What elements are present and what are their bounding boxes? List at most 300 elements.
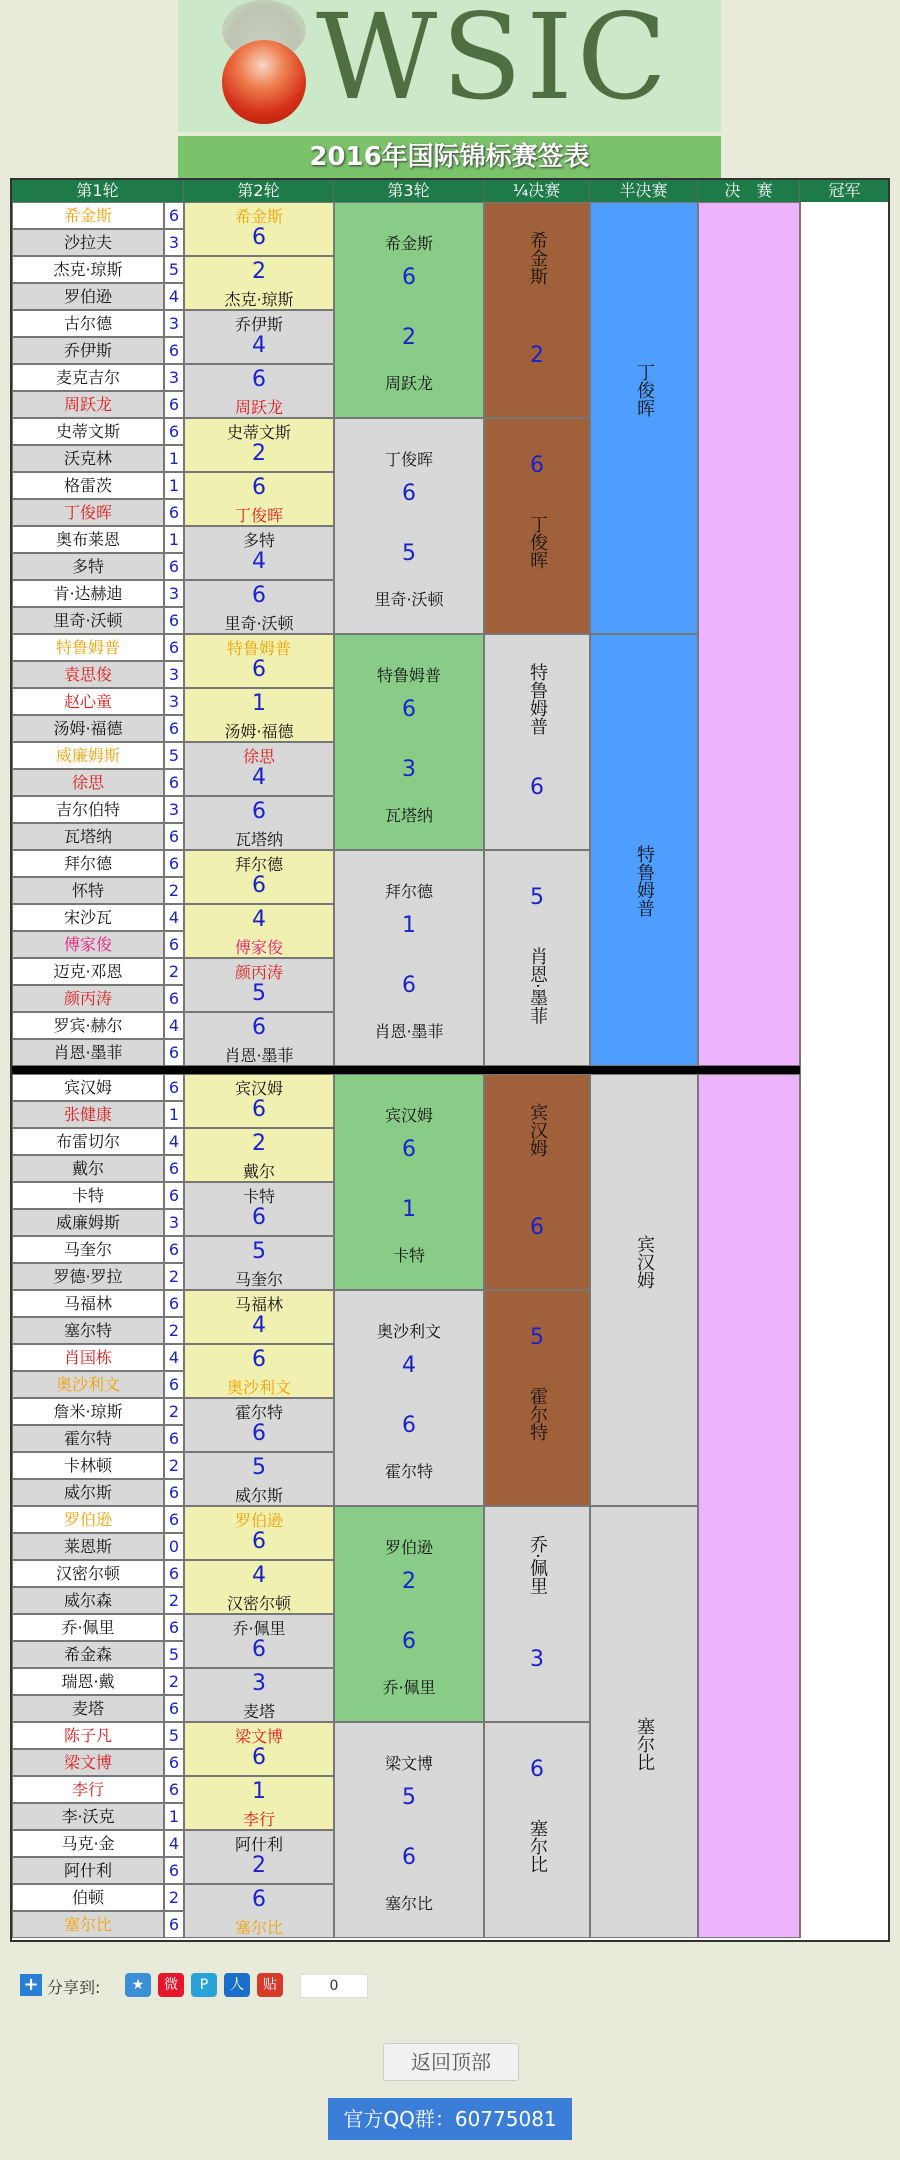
round3-top-score: 4 <box>402 1353 416 1378</box>
quarterfinal-score: 3 <box>530 1647 544 1672</box>
round2-top-player: 梁文博 <box>234 1727 283 1746</box>
qzone-icon[interactable]: ★ <box>125 1973 151 1997</box>
round1-player-score: 5 <box>164 1641 184 1668</box>
quarterfinal-slot <box>484 202 590 418</box>
round1-player-score: 6 <box>164 499 184 526</box>
round2-top-score: 6 <box>252 1637 266 1662</box>
round2-bottom-score: 6 <box>252 1887 266 1912</box>
round1-player-name: 塞尔比 <box>12 1911 164 1938</box>
round3-bottom-player: 瓦塔纳 <box>384 806 433 825</box>
round2-slot-bottom <box>184 580 334 634</box>
share-count: 0 <box>300 1974 368 1998</box>
round1-player-name: 多特 <box>12 553 164 580</box>
quarterfinal-player: 肖恩·墨菲 <box>527 947 548 1025</box>
round1-player-name: 汉密尔顿 <box>12 1560 164 1587</box>
round2-top-player: 罗伯逊 <box>234 1511 283 1530</box>
round1-player-score: 6 <box>164 850 184 877</box>
round1-player-score: 6 <box>164 1695 184 1722</box>
page-title: 2016年国际锦标赛签表 <box>178 136 721 178</box>
round1-player-score: 6 <box>164 337 184 364</box>
round3-bottom-player: 乔·佩里 <box>382 1678 436 1697</box>
round1-player-score: 6 <box>164 1749 184 1776</box>
round3-top-player: 丁俊晖 <box>384 450 433 469</box>
semifinal-slot <box>590 1074 698 1506</box>
round2-top-score: 2 <box>252 1853 266 1878</box>
round2-slot-top <box>184 634 334 688</box>
round3-top-score: 6 <box>402 697 416 722</box>
round2-slot-top <box>184 418 334 472</box>
round2-top-player: 特鲁姆普 <box>226 639 291 658</box>
round1-player-name: 罗伯逊 <box>12 283 164 310</box>
round2-bottom-player: 马奎尔 <box>234 1270 283 1289</box>
round1-player-score: 2 <box>164 1452 184 1479</box>
round2-top-player: 乔·佩里 <box>232 1619 286 1638</box>
round2-slot-top <box>184 742 334 796</box>
logo-text: WSIC <box>316 0 672 126</box>
round1-player-score: 3 <box>164 310 184 337</box>
quarterfinal-score: 5 <box>530 885 544 910</box>
round3-bottom-player: 霍尔特 <box>384 1462 433 1481</box>
round1-player-name: 周跃龙 <box>12 391 164 418</box>
round1-player-name: 瑞恩·戴 <box>12 1668 164 1695</box>
round3-top-player: 宾汉姆 <box>384 1106 433 1125</box>
round2-bottom-score: 6 <box>252 367 266 392</box>
round1-player-name: 伯顿 <box>12 1884 164 1911</box>
round2-slot-top <box>184 1074 334 1128</box>
round1-player-score: 6 <box>164 391 184 418</box>
round1-player-score: 1 <box>164 1803 184 1830</box>
round1-player-name: 迈克·邓恩 <box>12 958 164 985</box>
semifinal-slot <box>590 202 698 634</box>
round1-player-score: 2 <box>164 1263 184 1290</box>
round3-top-score: 1 <box>402 913 416 938</box>
round1-player-score: 4 <box>164 283 184 310</box>
round1-player-name: 威尔斯 <box>12 1479 164 1506</box>
round2-slot-bottom <box>184 688 334 742</box>
logo-ball-icon <box>222 40 306 124</box>
round2-top-player: 希金斯 <box>234 207 283 226</box>
round1-player-score: 2 <box>164 1668 184 1695</box>
round1-player-score: 6 <box>164 1425 184 1452</box>
quarterfinal-score: 6 <box>530 453 544 478</box>
quarterfinal-player: 霍尔特 <box>527 1387 548 1441</box>
round2-bottom-player: 麦塔 <box>242 1702 275 1721</box>
round2-bottom-player: 里奇·沃顿 <box>224 614 294 633</box>
round1-player-score: 5 <box>164 742 184 769</box>
round1-player-name: 瓦塔纳 <box>12 823 164 850</box>
round1-player-score: 6 <box>164 823 184 850</box>
round2-top-score: 6 <box>252 1529 266 1554</box>
round1-player-score: 6 <box>164 1506 184 1533</box>
round1-player-name: 张健康 <box>12 1101 164 1128</box>
quarterfinal-player: 希金斯 <box>527 231 548 285</box>
round3-match <box>334 1722 484 1938</box>
round1-player-name: 古尔德 <box>12 310 164 337</box>
round1-player-score: 2 <box>164 1398 184 1425</box>
quarterfinal-score: 6 <box>530 1757 544 1782</box>
round2-slot-top <box>184 958 334 1012</box>
qq-group-banner: 官方QQ群：60775081 <box>328 2098 572 2140</box>
round1-player-name: 卡林顿 <box>12 1452 164 1479</box>
round2-slot-bottom <box>184 1344 334 1398</box>
round2-bottom-player: 塞尔比 <box>234 1918 283 1937</box>
round2-bottom-score: 5 <box>252 1455 266 1480</box>
round2-top-player: 马福林 <box>234 1295 283 1314</box>
round1-player-score: 6 <box>164 1074 184 1101</box>
round3-top-player: 梁文博 <box>384 1754 433 1773</box>
round1-player-name: 徐思 <box>12 769 164 796</box>
round1-player-name: 阿什利 <box>12 1857 164 1884</box>
round1-player-score: 6 <box>164 1479 184 1506</box>
semifinal-player: 特鲁姆普 <box>634 845 655 917</box>
round3-bottom-score: 6 <box>402 973 416 998</box>
quarterfinal-slot <box>484 850 590 1066</box>
round3-match <box>334 202 484 418</box>
round1-player-name: 希金斯 <box>12 202 164 229</box>
round1-player-score: 6 <box>164 985 184 1012</box>
back-to-top-button[interactable]: 返回顶部 <box>383 2043 519 2081</box>
round1-player-name: 汤姆·福德 <box>12 715 164 742</box>
round1-player-name: 希金森 <box>12 1641 164 1668</box>
quarterfinal-player: 塞尔比 <box>527 1819 548 1873</box>
round2-top-player: 颜丙涛 <box>234 963 283 982</box>
champion-slot <box>800 202 888 1938</box>
round1-player-score: 6 <box>164 634 184 661</box>
column-header: 冠军 <box>800 180 890 202</box>
round2-slot-top <box>184 1290 334 1344</box>
quarterfinal-slot <box>484 1290 590 1506</box>
round1-player-score: 6 <box>164 607 184 634</box>
quarterfinal-player: 宾汉姆 <box>527 1103 548 1157</box>
round2-slot-top <box>184 526 334 580</box>
weibo-icon[interactable]: 微 <box>158 1973 184 1997</box>
share-plus-icon[interactable]: + <box>20 1974 42 1996</box>
quarterfinal-slot <box>484 634 590 850</box>
round2-slot-bottom <box>184 256 334 310</box>
round2-slot-top <box>184 310 334 364</box>
round1-player-score: 4 <box>164 1344 184 1371</box>
round1-player-score: 4 <box>164 1830 184 1857</box>
round2-bottom-score: 2 <box>252 1131 266 1156</box>
round1-player-name: 拜尔德 <box>12 850 164 877</box>
round3-bottom-player: 周跃龙 <box>384 374 433 393</box>
round3-bottom-score: 5 <box>402 541 416 566</box>
round2-bottom-score: 1 <box>252 1779 266 1804</box>
round1-player-score: 6 <box>164 1560 184 1587</box>
round1-player-score: 1 <box>164 526 184 553</box>
round1-player-name: 沃克林 <box>12 445 164 472</box>
round2-bottom-player: 戴尔 <box>242 1162 275 1181</box>
round2-bottom-score: 6 <box>252 1347 266 1372</box>
final-slot-bottom <box>698 1074 800 1938</box>
round2-top-score: 4 <box>252 333 266 358</box>
tieba-icon[interactable]: 贴 <box>257 1973 283 1997</box>
round1-player-score: 3 <box>164 688 184 715</box>
round2-top-score: 6 <box>252 1745 266 1770</box>
round2-slot-bottom <box>184 472 334 526</box>
round1-player-name: 麦塔 <box>12 1695 164 1722</box>
round1-player-score: 2 <box>164 958 184 985</box>
tencent-weibo-icon[interactable]: P <box>191 1973 217 1997</box>
round3-match <box>334 1074 484 1290</box>
round2-bottom-player: 奥沙利文 <box>226 1378 291 1397</box>
round1-player-score: 6 <box>164 1155 184 1182</box>
round3-top-score: 6 <box>402 1137 416 1162</box>
round1-player-name: 乔伊斯 <box>12 337 164 364</box>
round2-top-player: 多特 <box>242 531 275 550</box>
round2-top-score: 6 <box>252 873 266 898</box>
round1-player-score: 6 <box>164 1614 184 1641</box>
round3-match <box>334 1290 484 1506</box>
round1-player-name: 罗德·罗拉 <box>12 1263 164 1290</box>
round1-player-name: 吉尔伯特 <box>12 796 164 823</box>
round1-player-name: 李·沃克 <box>12 1803 164 1830</box>
round2-bottom-score: 6 <box>252 1015 266 1040</box>
round1-player-score: 1 <box>164 472 184 499</box>
round2-slot-bottom <box>184 1560 334 1614</box>
semifinal-player: 塞尔比 <box>634 1717 655 1771</box>
half-divider <box>12 1066 810 1074</box>
round2-slot-top <box>184 1830 334 1884</box>
round2-top-player: 史蒂文斯 <box>226 423 291 442</box>
quarterfinal-slot <box>484 418 590 634</box>
round1-player-name: 威廉姆斯 <box>12 1209 164 1236</box>
quarterfinal-player: 特鲁姆普 <box>527 663 548 735</box>
round1-player-name: 麦克吉尔 <box>12 364 164 391</box>
round2-top-player: 乔伊斯 <box>234 315 283 334</box>
round3-top-player: 罗伯逊 <box>384 1538 433 1557</box>
round2-bottom-score: 3 <box>252 1671 266 1696</box>
renren-icon[interactable]: 人 <box>224 1973 250 1997</box>
round1-player-score: 4 <box>164 1128 184 1155</box>
round2-slot-top <box>184 1506 334 1560</box>
round1-player-score: 5 <box>164 1722 184 1749</box>
round1-player-name: 罗伯逊 <box>12 1506 164 1533</box>
round1-player-name: 马福林 <box>12 1290 164 1317</box>
round3-top-player: 特鲁姆普 <box>376 666 441 685</box>
round2-top-player: 卡特 <box>242 1187 275 1206</box>
round1-player-name: 戴尔 <box>12 1155 164 1182</box>
round1-player-score: 2 <box>164 1587 184 1614</box>
round2-slot-bottom <box>184 1776 334 1830</box>
round2-bottom-player: 汤姆·福德 <box>224 722 294 741</box>
round2-bottom-score: 2 <box>252 259 266 284</box>
round2-slot-top <box>184 1182 334 1236</box>
round2-bottom-player: 瓦塔纳 <box>234 830 283 849</box>
round1-player-score: 6 <box>164 1290 184 1317</box>
round1-player-name: 里奇·沃顿 <box>12 607 164 634</box>
round1-player-score: 1 <box>164 445 184 472</box>
round3-match <box>334 418 484 634</box>
round2-slot-top <box>184 850 334 904</box>
round3-top-score: 6 <box>402 481 416 506</box>
round1-player-name: 奥布莱恩 <box>12 526 164 553</box>
round2-slot-bottom <box>184 1668 334 1722</box>
round2-bottom-score: 4 <box>252 1563 266 1588</box>
round1-player-name: 李行 <box>12 1776 164 1803</box>
round3-bottom-player: 里奇·沃顿 <box>374 590 444 609</box>
round2-slot-bottom <box>184 796 334 850</box>
round1-player-name: 沙拉夫 <box>12 229 164 256</box>
round3-match <box>334 634 484 850</box>
column-header: 第2轮 <box>184 180 334 202</box>
round3-match <box>334 1506 484 1722</box>
round1-player-score: 6 <box>164 1236 184 1263</box>
round2-bottom-score: 6 <box>252 799 266 824</box>
round3-top-player: 奥沙利文 <box>376 1322 441 1341</box>
round1-player-score: 6 <box>164 1911 184 1938</box>
round1-player-score: 6 <box>164 1182 184 1209</box>
round2-top-score: 6 <box>252 657 266 682</box>
round1-player-name: 肖国栋 <box>12 1344 164 1371</box>
round3-bottom-score: 6 <box>402 1629 416 1654</box>
round2-slot-bottom <box>184 1452 334 1506</box>
round3-bottom-player: 肖恩·墨菲 <box>374 1022 444 1041</box>
round2-top-player: 阿什利 <box>234 1835 283 1854</box>
round2-top-player: 徐思 <box>242 747 275 766</box>
round3-match <box>334 850 484 1066</box>
round2-top-score: 6 <box>252 1421 266 1446</box>
round2-slot-top <box>184 1614 334 1668</box>
round1-player-name: 梁文博 <box>12 1749 164 1776</box>
round1-player-name: 罗宾·赫尔 <box>12 1012 164 1039</box>
round2-top-score: 6 <box>252 225 266 250</box>
round2-slot-top <box>184 202 334 256</box>
quarterfinal-score: 5 <box>530 1325 544 1350</box>
round2-slot-top <box>184 1398 334 1452</box>
round2-bottom-player: 汉密尔顿 <box>226 1594 291 1613</box>
round3-bottom-score: 2 <box>402 325 416 350</box>
round2-bottom-player: 杰克·琼斯 <box>224 290 294 309</box>
round1-player-score: 2 <box>164 1884 184 1911</box>
column-header: 第1轮 <box>12 180 184 202</box>
round1-player-name: 奥沙利文 <box>12 1371 164 1398</box>
round2-bottom-player: 威尔斯 <box>234 1486 283 1505</box>
round1-player-score: 4 <box>164 1012 184 1039</box>
quarterfinal-score: 6 <box>530 775 544 800</box>
round1-player-name: 赵心童 <box>12 688 164 715</box>
round1-player-name: 詹米·琼斯 <box>12 1398 164 1425</box>
round3-bottom-score: 6 <box>402 1845 416 1870</box>
round1-player-name: 格雷茨 <box>12 472 164 499</box>
quarterfinal-player: 丁俊晖 <box>527 515 548 569</box>
round2-slot-bottom <box>184 904 334 958</box>
round1-player-score: 0 <box>164 1533 184 1560</box>
quarterfinal-score: 6 <box>530 1215 544 1240</box>
round1-player-score: 6 <box>164 931 184 958</box>
round2-top-score: 4 <box>252 549 266 574</box>
round2-top-score: 4 <box>252 765 266 790</box>
round3-bottom-score: 6 <box>402 1413 416 1438</box>
round1-player-score: 6 <box>164 1371 184 1398</box>
round1-player-score: 6 <box>164 418 184 445</box>
round1-player-name: 宋沙瓦 <box>12 904 164 931</box>
round1-player-score: 6 <box>164 1039 184 1066</box>
round2-top-player: 霍尔特 <box>234 1403 283 1422</box>
round1-player-score: 4 <box>164 904 184 931</box>
column-header: ¼决赛 <box>484 180 590 202</box>
round3-top-score: 6 <box>402 265 416 290</box>
round3-bottom-score: 1 <box>402 1197 416 1222</box>
round1-player-name: 霍尔特 <box>12 1425 164 1452</box>
round1-player-name: 丁俊晖 <box>12 499 164 526</box>
round2-bottom-score: 4 <box>252 907 266 932</box>
round2-top-score: 6 <box>252 1097 266 1122</box>
quarterfinal-slot <box>484 1722 590 1938</box>
semifinal-slot <box>590 1506 698 1938</box>
column-header: 第3轮 <box>334 180 484 202</box>
round1-player-score: 3 <box>164 796 184 823</box>
semifinal-player: 丁俊晖 <box>634 363 655 417</box>
round2-slot-top <box>184 1722 334 1776</box>
final-slot-top <box>698 202 800 1066</box>
column-header: 决 赛 <box>698 180 800 202</box>
round2-bottom-player: 李行 <box>242 1810 275 1829</box>
round2-top-score: 2 <box>252 441 266 466</box>
round1-player-name: 袁思俊 <box>12 661 164 688</box>
round3-bottom-player: 卡特 <box>392 1246 425 1265</box>
quarterfinal-slot <box>484 1506 590 1722</box>
round1-player-name: 肖恩·墨菲 <box>12 1039 164 1066</box>
round1-player-score: 3 <box>164 580 184 607</box>
round2-bottom-score: 6 <box>252 475 266 500</box>
round1-player-name: 布雷切尔 <box>12 1128 164 1155</box>
round1-player-name: 乔·佩里 <box>12 1614 164 1641</box>
round1-player-score: 5 <box>164 256 184 283</box>
round2-slot-bottom <box>184 1236 334 1290</box>
round1-player-name: 陈子凡 <box>12 1722 164 1749</box>
quarterfinal-slot <box>484 1074 590 1290</box>
round1-player-score: 1 <box>164 1101 184 1128</box>
round2-bottom-player: 傅家俊 <box>234 938 283 957</box>
round1-player-score: 3 <box>164 364 184 391</box>
round1-player-name: 马克·金 <box>12 1830 164 1857</box>
round3-bottom-player: 塞尔比 <box>384 1894 433 1913</box>
semifinal-player: 宾汉姆 <box>634 1235 655 1289</box>
column-header: 半决赛 <box>590 180 698 202</box>
round2-slot-bottom <box>184 1012 334 1066</box>
round1-player-name: 怀特 <box>12 877 164 904</box>
round2-slot-bottom <box>184 1884 334 1938</box>
round1-player-name: 史蒂文斯 <box>12 418 164 445</box>
round1-player-name: 莱恩斯 <box>12 1533 164 1560</box>
tournament-bracket <box>10 178 890 1942</box>
round3-top-player: 希金斯 <box>384 234 433 253</box>
round1-player-score: 6 <box>164 202 184 229</box>
round1-player-score: 6 <box>164 1857 184 1884</box>
round1-player-score: 2 <box>164 877 184 904</box>
round1-player-name: 威廉姆斯 <box>12 742 164 769</box>
round2-bottom-score: 1 <box>252 691 266 716</box>
round1-player-name: 卡特 <box>12 1182 164 1209</box>
round1-player-score: 3 <box>164 1209 184 1236</box>
round1-player-score: 3 <box>164 661 184 688</box>
round1-player-score: 2 <box>164 1317 184 1344</box>
round1-player-name: 傅家俊 <box>12 931 164 958</box>
round3-bottom-score: 3 <box>402 757 416 782</box>
round1-player-name: 马奎尔 <box>12 1236 164 1263</box>
round1-player-score: 6 <box>164 769 184 796</box>
round2-top-score: 4 <box>252 1313 266 1338</box>
round1-player-name: 特鲁姆普 <box>12 634 164 661</box>
round2-top-score: 5 <box>252 981 266 1006</box>
round2-slot-bottom <box>184 1128 334 1182</box>
round2-slot-bottom <box>184 364 334 418</box>
round2-top-player: 拜尔德 <box>234 855 283 874</box>
round1-player-name: 宾汉姆 <box>12 1074 164 1101</box>
round2-top-score: 6 <box>252 1205 266 1230</box>
quarterfinal-player: 乔·佩里 <box>527 1535 548 1595</box>
